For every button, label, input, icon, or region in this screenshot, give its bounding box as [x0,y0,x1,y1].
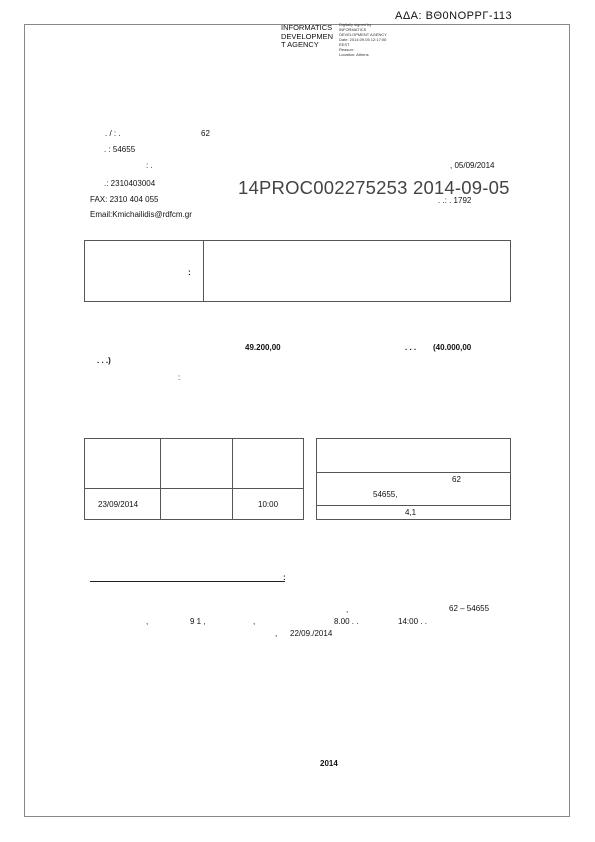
notes-heading-colon: : [283,573,286,582]
subject-box-divider [203,240,204,302]
sender-phone: .: 2310403004 [104,179,156,188]
page-frame [24,24,570,817]
schedule-table-row-divider [84,488,304,489]
signature-details [339,22,399,57]
protocol-code: 14PROC002275253 2014-09-05 [238,177,510,198]
document-date: , 05/09/2014 [450,161,495,170]
signature-detail-line: INFORMATICS [339,27,367,32]
schedule-table-col-divider [232,438,233,520]
notes-line3-comma: , [275,629,278,638]
schedule-time: 10:00 [258,500,279,509]
signature-detail-line: Location: Athens [339,52,369,57]
notes-line2-comma: , [146,617,149,626]
notes-line2-comma: , [253,617,256,626]
subject-box [84,240,511,302]
notes-heading-underline [90,581,285,582]
location-box-divider [316,505,511,506]
ada-code: ΑΔΑ: ΒΘ0ΝΟΡΡΓ-113 [395,10,513,22]
location-box-divider [316,472,511,473]
sender-email: Email:Kmichailidis@rdfcm.gr [90,210,192,219]
notes-days: 9 1 , [190,617,206,626]
signature-detail-line: EEST [339,42,350,47]
sender-fax: FAX: 2310 404 055 [90,195,159,204]
schedule-date: 23/09/2014 [98,500,139,509]
notes-line1-comma: , [346,605,349,614]
signature-org-name: INFORMATICS DEVELOPMEN T AGENCY [281,23,334,49]
sender-postal-code: . : 54655 [104,145,136,154]
subject-label: : [188,267,191,277]
notes-time-from: 8.00 . . [334,617,359,626]
footer-year: 2014 [320,759,338,768]
signature-detail-line: Digitally signed by [339,22,372,27]
budget-amount-total: 49.200,00 [245,343,281,352]
signature-detail-line: Reason: [339,47,354,52]
location-street-number: 62 [452,475,461,484]
signature-detail-line: Date: 2014.09.05 12:17:06 [339,37,387,42]
sender-info-line: : . [146,161,153,170]
notes-time-to: 14:00 . . [398,617,427,626]
protocol-reference: . .: . 1792 [438,196,472,205]
signature-detail-line: DEVELOPMENT AGENCY [339,32,387,37]
location-room: 4,1 [405,508,417,517]
budget-amount-net: (40.000,00 [433,343,472,352]
schedule-table-col-divider [160,438,161,520]
notes-address: 62 – 54655 [449,604,490,613]
sender-address-marks: . / : . [105,129,121,138]
sender-street-number: 62 [201,129,210,138]
budget-marks: . . . [405,343,417,352]
budget-colon: : [178,373,181,382]
location-postal: 54655, [373,490,398,499]
notes-deadline-date: 22/09./2014 [290,629,333,638]
budget-line-two: . . .) [97,356,111,365]
